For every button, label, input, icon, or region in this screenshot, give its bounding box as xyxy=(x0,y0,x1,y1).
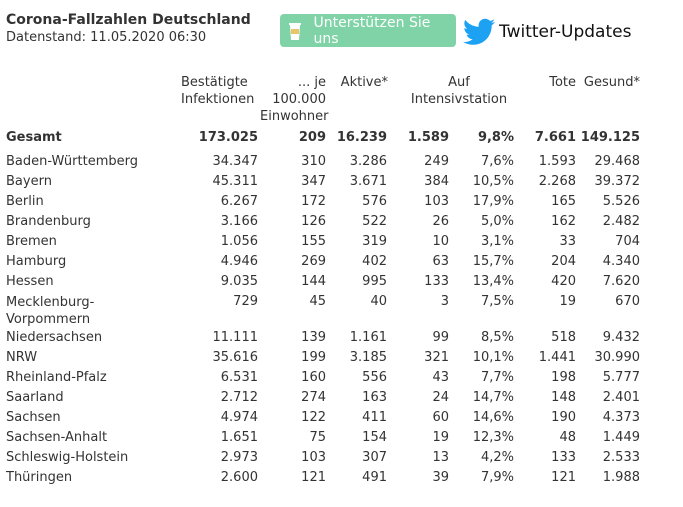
cell-recovered: 30.990 xyxy=(594,350,640,365)
cell-confirmed: 2.600 xyxy=(220,470,258,485)
cell-icu-pct: 7,7% xyxy=(480,370,514,385)
cell-icu-pct: 15,7% xyxy=(472,254,514,269)
cell-icu: 3 xyxy=(440,294,449,309)
cell-per100k: 75 xyxy=(309,430,326,445)
cell-recovered: 4.373 xyxy=(602,410,640,425)
cell-deaths: 2.268 xyxy=(538,174,576,189)
cell-icu: 99 xyxy=(432,330,449,345)
cell-per100k: 139 xyxy=(301,330,326,345)
cell-recovered: 7.620 xyxy=(602,274,640,289)
cell-confirmed: 45.311 xyxy=(212,174,258,189)
row-name: Hessen xyxy=(6,274,54,289)
cell-icu-pct: 13,4% xyxy=(472,274,514,289)
cell-icu-pct: 8,5% xyxy=(480,330,514,345)
row-name: Brandenburg xyxy=(6,214,91,229)
cell-per100k: 199 xyxy=(301,350,326,365)
coffee-cup-icon xyxy=(286,20,304,42)
cell-deaths: 165 xyxy=(551,194,576,209)
cell-icu: 13 xyxy=(432,450,449,465)
column-header-per100k: ... je 100.000 Einwohner xyxy=(260,75,329,124)
cell-per100k: 155 xyxy=(301,234,326,249)
cell-active: 1.161 xyxy=(349,330,387,345)
cell-deaths: 48 xyxy=(559,430,576,445)
row-name: Gesamt xyxy=(6,130,62,145)
cell-confirmed: 11.111 xyxy=(212,330,258,345)
cell-per100k: 160 xyxy=(301,370,326,385)
cell-confirmed: 2.973 xyxy=(220,450,258,465)
support-button-label: Unterstützen Sie uns xyxy=(313,14,431,47)
cell-icu-pct: 3,1% xyxy=(480,234,514,249)
cell-recovered: 704 xyxy=(615,234,640,249)
row-name: Baden-Württemberg xyxy=(6,154,138,169)
cell-active: 3.286 xyxy=(349,154,387,169)
column-header-deaths: Tote xyxy=(549,75,576,90)
cell-icu: 384 xyxy=(424,174,449,189)
cell-per100k: 269 xyxy=(301,254,326,269)
cell-deaths: 1.441 xyxy=(538,350,576,365)
cell-deaths: 420 xyxy=(551,274,576,289)
column-header-confirmed: Bestätigte Infektionen xyxy=(181,75,255,107)
cell-icu-pct: 7,5% xyxy=(480,294,514,309)
cell-icu-pct: 14,7% xyxy=(472,390,514,405)
cell-confirmed: 1.651 xyxy=(220,430,258,445)
cell-active: 307 xyxy=(362,450,387,465)
cell-per100k: 209 xyxy=(298,130,326,145)
row-name: Bayern xyxy=(6,174,52,189)
cell-icu-pct: 7,9% xyxy=(480,470,514,485)
row-name: Saarland xyxy=(6,390,64,405)
column-header-icu: Auf Intensivstation xyxy=(410,75,508,107)
cell-active: 163 xyxy=(362,390,387,405)
cell-active: 576 xyxy=(362,194,387,209)
cell-deaths: 19 xyxy=(559,294,576,309)
cell-confirmed: 173.025 xyxy=(198,130,258,145)
page-title: Corona-Fallzahlen Deutschland xyxy=(6,12,251,28)
cell-recovered: 2.401 xyxy=(602,390,640,405)
cell-recovered: 39.372 xyxy=(594,174,640,189)
cell-deaths: 121 xyxy=(551,470,576,485)
cell-active: 16.239 xyxy=(336,130,387,145)
row-name: Berlin xyxy=(6,194,44,209)
cell-icu: 19 xyxy=(432,430,449,445)
cell-icu-pct: 4,2% xyxy=(480,450,514,465)
cell-confirmed: 3.166 xyxy=(220,214,258,229)
cell-icu: 103 xyxy=(424,194,449,209)
cell-recovered: 5.777 xyxy=(602,370,640,385)
cell-confirmed: 4.974 xyxy=(220,410,258,425)
cell-icu-pct: 10,5% xyxy=(472,174,514,189)
cell-per100k: 103 xyxy=(301,450,326,465)
cell-confirmed: 2.712 xyxy=(220,390,258,405)
cell-active: 491 xyxy=(362,470,387,485)
row-name: Thüringen xyxy=(6,470,73,485)
cell-deaths: 133 xyxy=(551,450,576,465)
cell-per100k: 121 xyxy=(301,470,326,485)
cell-active: 154 xyxy=(362,430,387,445)
cell-deaths: 204 xyxy=(551,254,576,269)
cell-icu: 133 xyxy=(424,274,449,289)
cell-icu: 24 xyxy=(432,390,449,405)
cell-icu-pct: 14,6% xyxy=(472,410,514,425)
cell-per100k: 310 xyxy=(301,154,326,169)
cell-active: 3.185 xyxy=(349,350,387,365)
cell-confirmed: 6.267 xyxy=(220,194,258,209)
cell-recovered: 149.125 xyxy=(580,130,640,145)
cell-confirmed: 4.946 xyxy=(220,254,258,269)
cell-confirmed: 729 xyxy=(233,294,258,309)
cell-deaths: 162 xyxy=(551,214,576,229)
cell-recovered: 29.468 xyxy=(594,154,640,169)
cell-icu: 249 xyxy=(424,154,449,169)
cell-confirmed: 35.616 xyxy=(212,350,258,365)
cell-active: 402 xyxy=(362,254,387,269)
cell-deaths: 148 xyxy=(551,390,576,405)
cell-recovered: 2.482 xyxy=(602,214,640,229)
cell-icu-pct: 7,6% xyxy=(480,154,514,169)
cell-per100k: 122 xyxy=(301,410,326,425)
cell-icu-pct: 12,3% xyxy=(472,430,514,445)
cell-confirmed: 34.347 xyxy=(212,154,258,169)
cell-active: 522 xyxy=(362,214,387,229)
cell-deaths: 190 xyxy=(551,410,576,425)
row-name: Niedersachsen xyxy=(6,330,103,345)
cell-recovered: 670 xyxy=(615,294,640,309)
cell-per100k: 144 xyxy=(301,274,326,289)
cell-icu: 39 xyxy=(432,470,449,485)
cell-icu-pct: 9,8% xyxy=(477,130,514,145)
row-name: Bremen xyxy=(6,234,57,249)
row-name: Sachsen-Anhalt xyxy=(6,430,108,445)
cell-recovered: 5.526 xyxy=(602,194,640,209)
cell-deaths: 33 xyxy=(559,234,576,249)
cell-recovered: 1.988 xyxy=(602,470,640,485)
cell-active: 319 xyxy=(362,234,387,249)
cell-confirmed: 6.531 xyxy=(220,370,258,385)
row-name: Hamburg xyxy=(6,254,67,269)
cell-active: 556 xyxy=(362,370,387,385)
column-header-recovered: Gesund* xyxy=(583,75,640,90)
row-name: NRW xyxy=(6,350,38,365)
cell-per100k: 126 xyxy=(301,214,326,229)
cell-icu-pct: 17,9% xyxy=(472,194,514,209)
twitter-bird-icon[interactable] xyxy=(463,18,495,46)
cell-recovered: 2.533 xyxy=(602,450,640,465)
cell-icu: 10 xyxy=(432,234,449,249)
cell-deaths: 7.661 xyxy=(534,130,576,145)
column-header-active: Aktive* xyxy=(340,75,388,90)
twitter-updates-link[interactable]: Twitter-Updates xyxy=(499,22,632,42)
cell-active: 40 xyxy=(370,294,387,309)
cell-active: 3.671 xyxy=(349,174,387,189)
row-name: Mecklenburg-Vorpommern xyxy=(6,295,95,327)
cell-recovered: 9.432 xyxy=(602,330,640,345)
row-name: Sachsen xyxy=(6,410,61,425)
cell-deaths: 1.593 xyxy=(538,154,576,169)
cell-icu-pct: 5,0% xyxy=(480,214,514,229)
cell-confirmed: 9.035 xyxy=(220,274,258,289)
cell-deaths: 198 xyxy=(551,370,576,385)
cell-icu: 60 xyxy=(432,410,449,425)
cell-per100k: 172 xyxy=(301,194,326,209)
cell-confirmed: 1.056 xyxy=(220,234,258,249)
cell-per100k: 274 xyxy=(301,390,326,405)
row-name: Schleswig-Holstein xyxy=(6,450,129,465)
cell-active: 411 xyxy=(362,410,387,425)
cell-icu: 26 xyxy=(432,214,449,229)
cell-per100k: 347 xyxy=(301,174,326,189)
data-timestamp: Datenstand: 11.05.2020 06:30 xyxy=(6,30,207,45)
cell-deaths: 518 xyxy=(551,330,576,345)
cell-icu: 1.589 xyxy=(407,130,449,145)
support-button[interactable] xyxy=(280,14,456,47)
cell-recovered: 4.340 xyxy=(602,254,640,269)
cell-recovered: 1.449 xyxy=(602,430,640,445)
cell-icu: 321 xyxy=(424,350,449,365)
cell-per100k: 45 xyxy=(309,294,326,309)
row-name: Rheinland-Pfalz xyxy=(6,370,107,385)
cell-icu-pct: 10,1% xyxy=(472,350,514,365)
cell-icu: 63 xyxy=(432,254,449,269)
cell-active: 995 xyxy=(362,274,387,289)
cell-icu: 43 xyxy=(432,370,449,385)
